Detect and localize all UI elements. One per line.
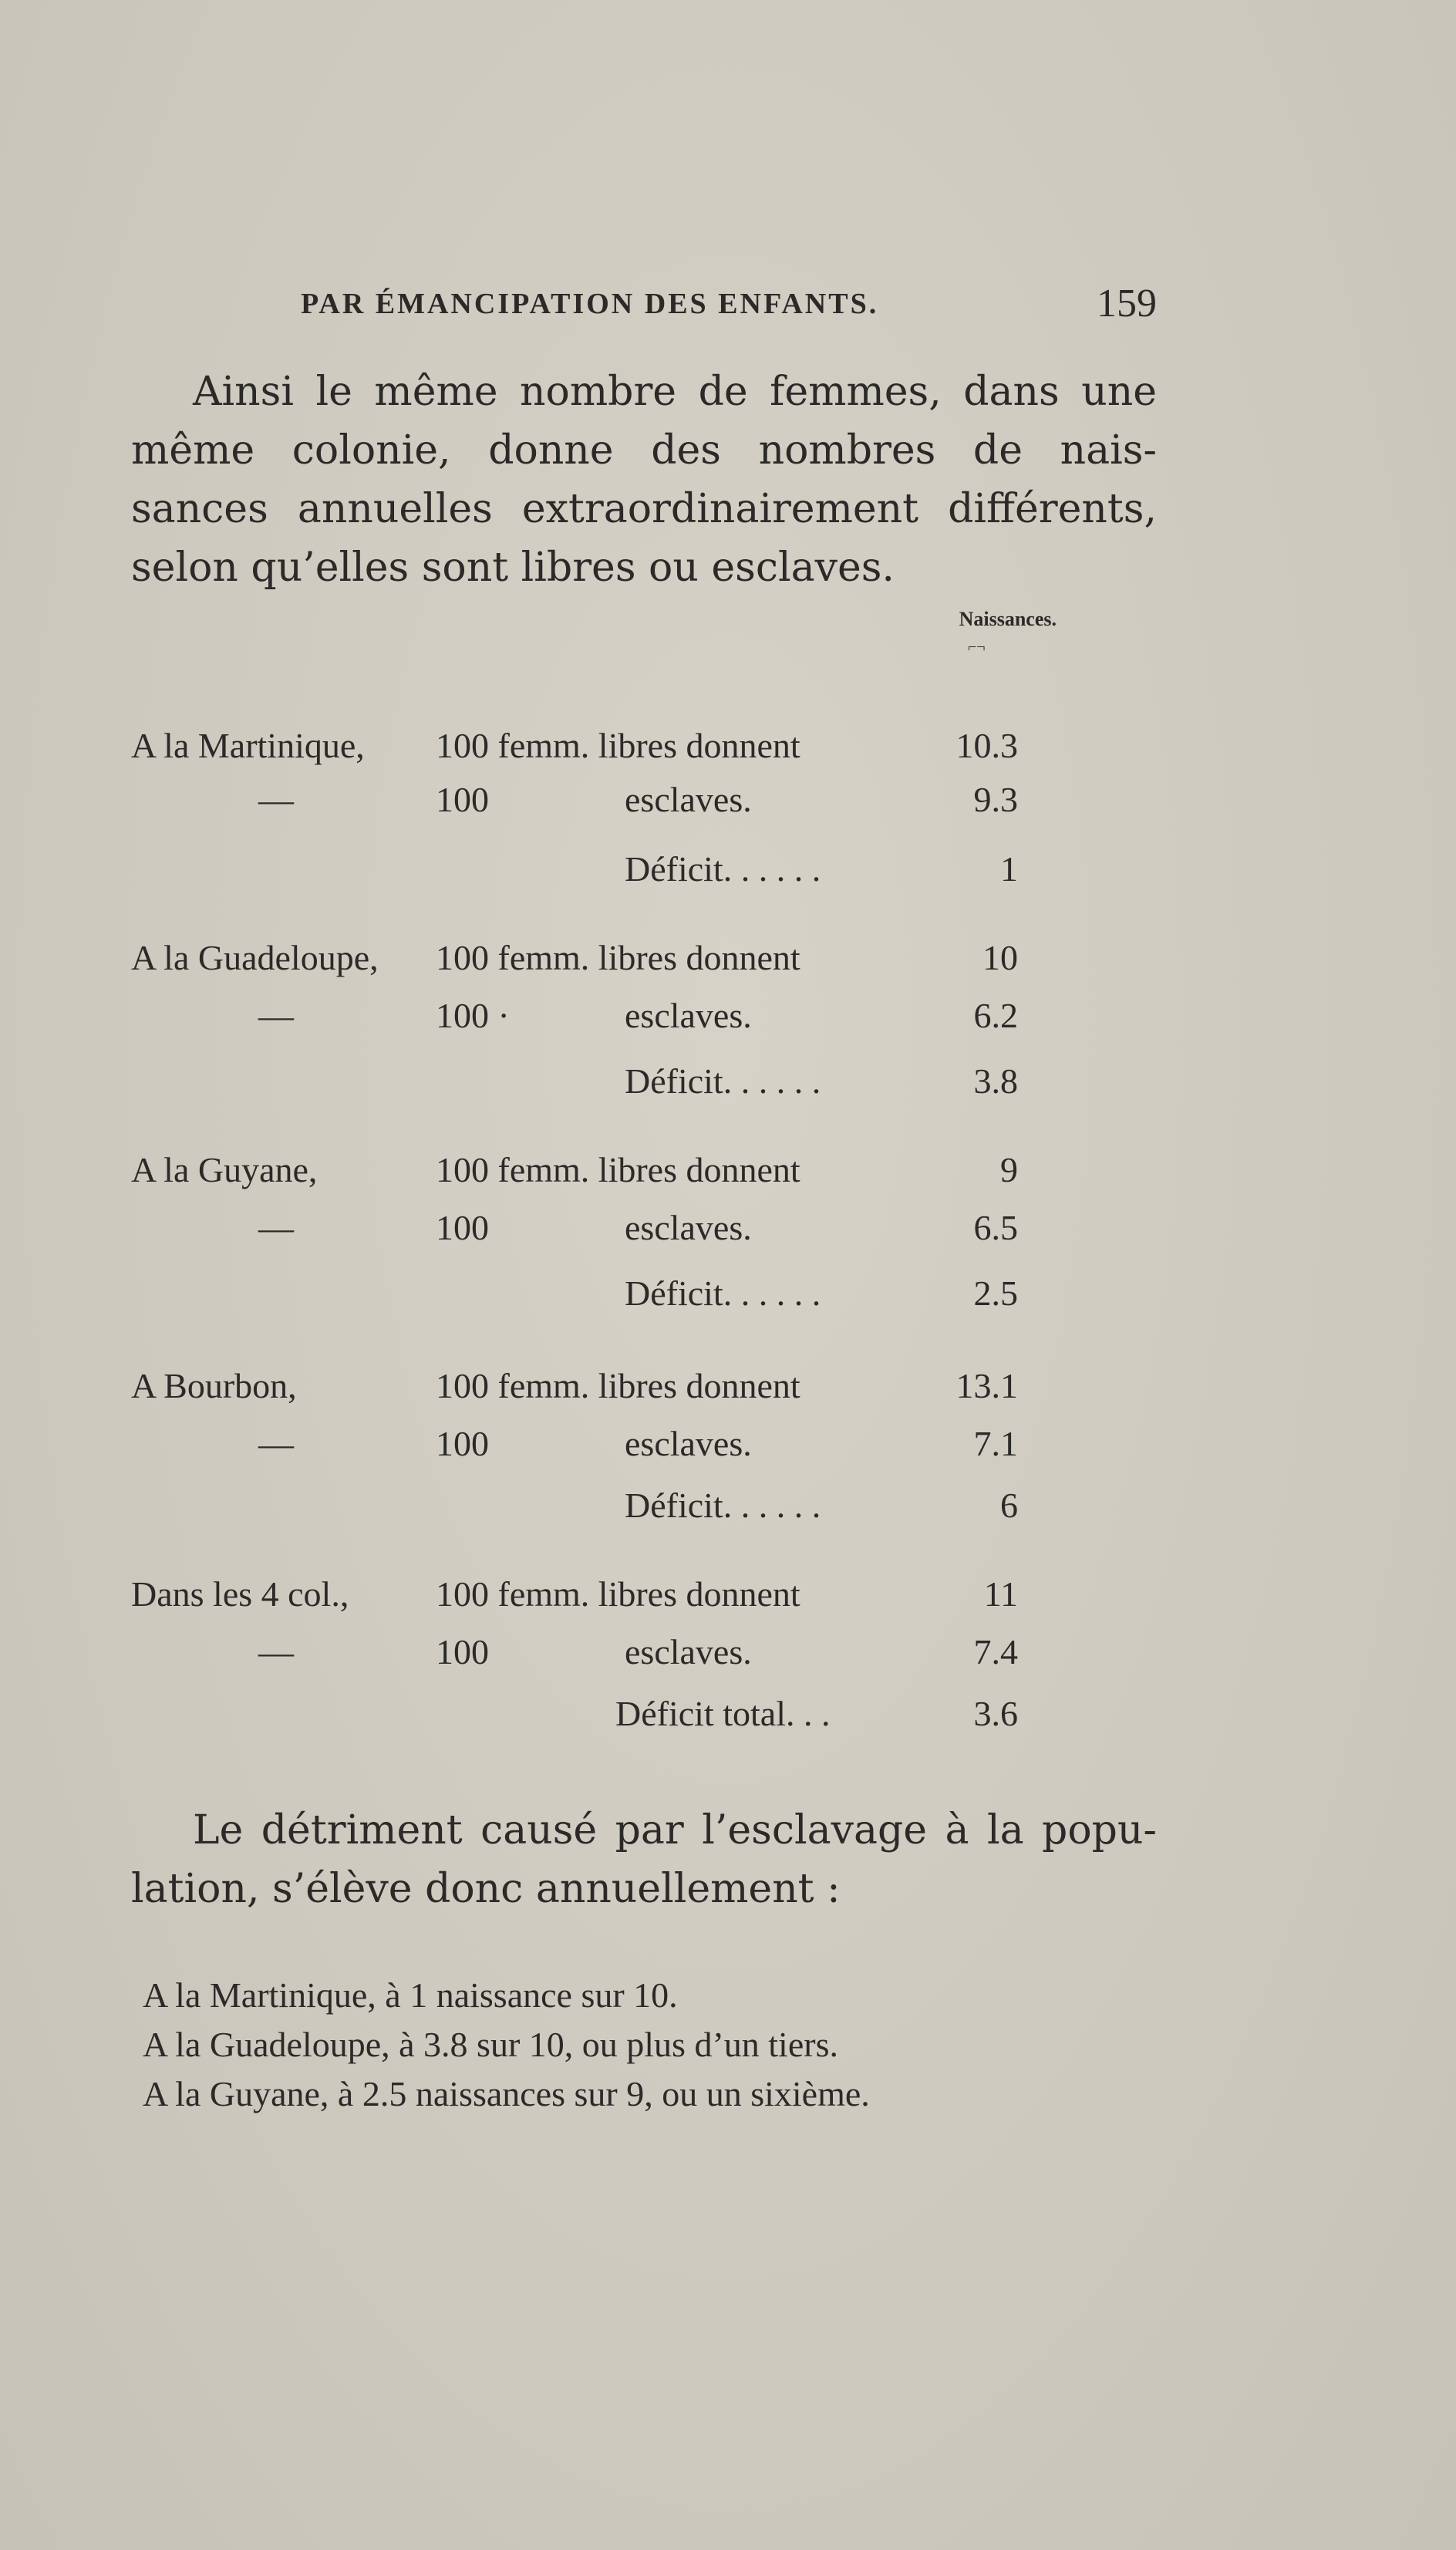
free-count: 100 femm. libres donnent [436, 1366, 800, 1405]
slave-count: 100 [436, 1208, 489, 1247]
table-row-deficit [131, 1061, 1018, 1107]
deficit-total-label: Déficit total. . . [615, 1694, 831, 1733]
table-row-free [131, 1365, 1018, 1412]
slave-label: esclaves. [625, 996, 752, 1035]
place-label: Dans les 4 col., [131, 1574, 349, 1614]
deficit-value: 6 [1000, 1486, 1018, 1525]
place-label: A Bourbon, [131, 1366, 297, 1405]
deficit-label: Déficit. . . . . . [625, 849, 821, 889]
summary-line: A la Guadeloupe, à 3.8 sur 10, ou plus d’un tiers. [143, 2025, 838, 2064]
table-row-deficit [131, 1485, 1018, 1531]
births-value: 7.4 [973, 1632, 1018, 1671]
table-row-deficit [131, 1693, 1018, 1739]
running-head-title: PAR ÉMANCIPATION DES ENFANTS. [301, 288, 879, 320]
summary-line: A la Martinique, à 1 naissance sur 10. [143, 1975, 678, 2015]
slave-label: esclaves. [625, 1424, 752, 1463]
running-head [301, 282, 1157, 341]
page-number: 159 [1097, 282, 1157, 325]
table-row-deficit [131, 848, 1018, 895]
ditto-dash: — [258, 1632, 294, 1671]
ditto-dash: — [258, 1208, 294, 1247]
deficit-label: Déficit. . . . . . [625, 1273, 821, 1313]
table-row-slave [131, 1423, 1018, 1469]
slave-label: esclaves. [625, 780, 752, 819]
summary-line: A la Guyane, à 2.5 naissances sur 9, ou un sixième. [143, 2074, 870, 2113]
births-value: 9 [1000, 1150, 1018, 1189]
place-label: A la Guyane, [131, 1150, 318, 1189]
slave-count: 100 [436, 780, 489, 819]
ditto-dash: — [258, 996, 294, 1035]
paragraph-line: Ainsi le même nombre de femmes, dans une [193, 369, 1157, 415]
deficit-value: 1 [1000, 849, 1018, 889]
table-row-slave [131, 779, 1018, 825]
births-value: 10 [982, 938, 1018, 977]
place-label: A la Guadeloupe, [131, 938, 379, 977]
table-row-slave [131, 1207, 1018, 1253]
deficit-label: Déficit. . . . . . [625, 1061, 821, 1101]
slave-count: 100 · [436, 996, 510, 1035]
free-count: 100 femm. libres donnent [436, 726, 800, 765]
births-value: 7.1 [973, 1424, 1018, 1463]
paragraph-line: même colonie, donne des nombres de nais- [131, 427, 1157, 474]
free-count: 100 femm. libres donnent [436, 1574, 800, 1614]
slave-label: esclaves. [625, 1208, 752, 1247]
table-row-free [131, 1149, 1018, 1196]
table-row-free [131, 937, 1018, 983]
deficit-value: 2.5 [973, 1273, 1018, 1313]
slave-count: 100 [436, 1424, 489, 1463]
slave-label: esclaves. [625, 1632, 752, 1671]
deficit-value: 3.8 [973, 1061, 1018, 1101]
births-value: 11 [983, 1574, 1018, 1614]
births-column-header: Naissances. [959, 608, 1057, 630]
free-count: 100 femm. libres donnent [436, 1150, 800, 1189]
paragraph-line: lation, s’élève donc annuellement : [131, 1866, 841, 1912]
summary-list [143, 1971, 870, 2119]
intro-paragraph [131, 363, 1157, 597]
free-count: 100 femm. libres donnent [436, 938, 800, 977]
paragraph-line: Le détriment causé par l’esclavage à la popu- [193, 1807, 1157, 1853]
deficit-value: 3.6 [973, 1694, 1018, 1733]
births-value: 13.1 [956, 1366, 1018, 1405]
births-value: 6.2 [973, 996, 1018, 1035]
births-value: 9.3 [973, 780, 1018, 819]
deficit-label: Déficit. . . . . . [625, 1486, 821, 1525]
slave-count: 100 [436, 1632, 489, 1671]
paragraph-line: sances annuelles extraordinairement différents, [131, 486, 1157, 532]
births-value: 6.5 [973, 1208, 1018, 1247]
paragraph-line: selon qu’elles sont libres ou esclaves. [131, 545, 895, 591]
ditto-dash: — [258, 1424, 294, 1463]
column-brace: ⌐¬ [968, 639, 986, 656]
births-value: 10.3 [956, 726, 1018, 765]
conclusion-paragraph [131, 1801, 1157, 1918]
ditto-dash: — [258, 780, 294, 819]
table-row-slave [131, 995, 1018, 1041]
table-row-free [131, 1574, 1018, 1620]
place-label: A la Martinique, [131, 726, 365, 765]
table-row-deficit [131, 1273, 1018, 1319]
table-row-slave [131, 1631, 1018, 1678]
table-row-free [131, 725, 1018, 771]
